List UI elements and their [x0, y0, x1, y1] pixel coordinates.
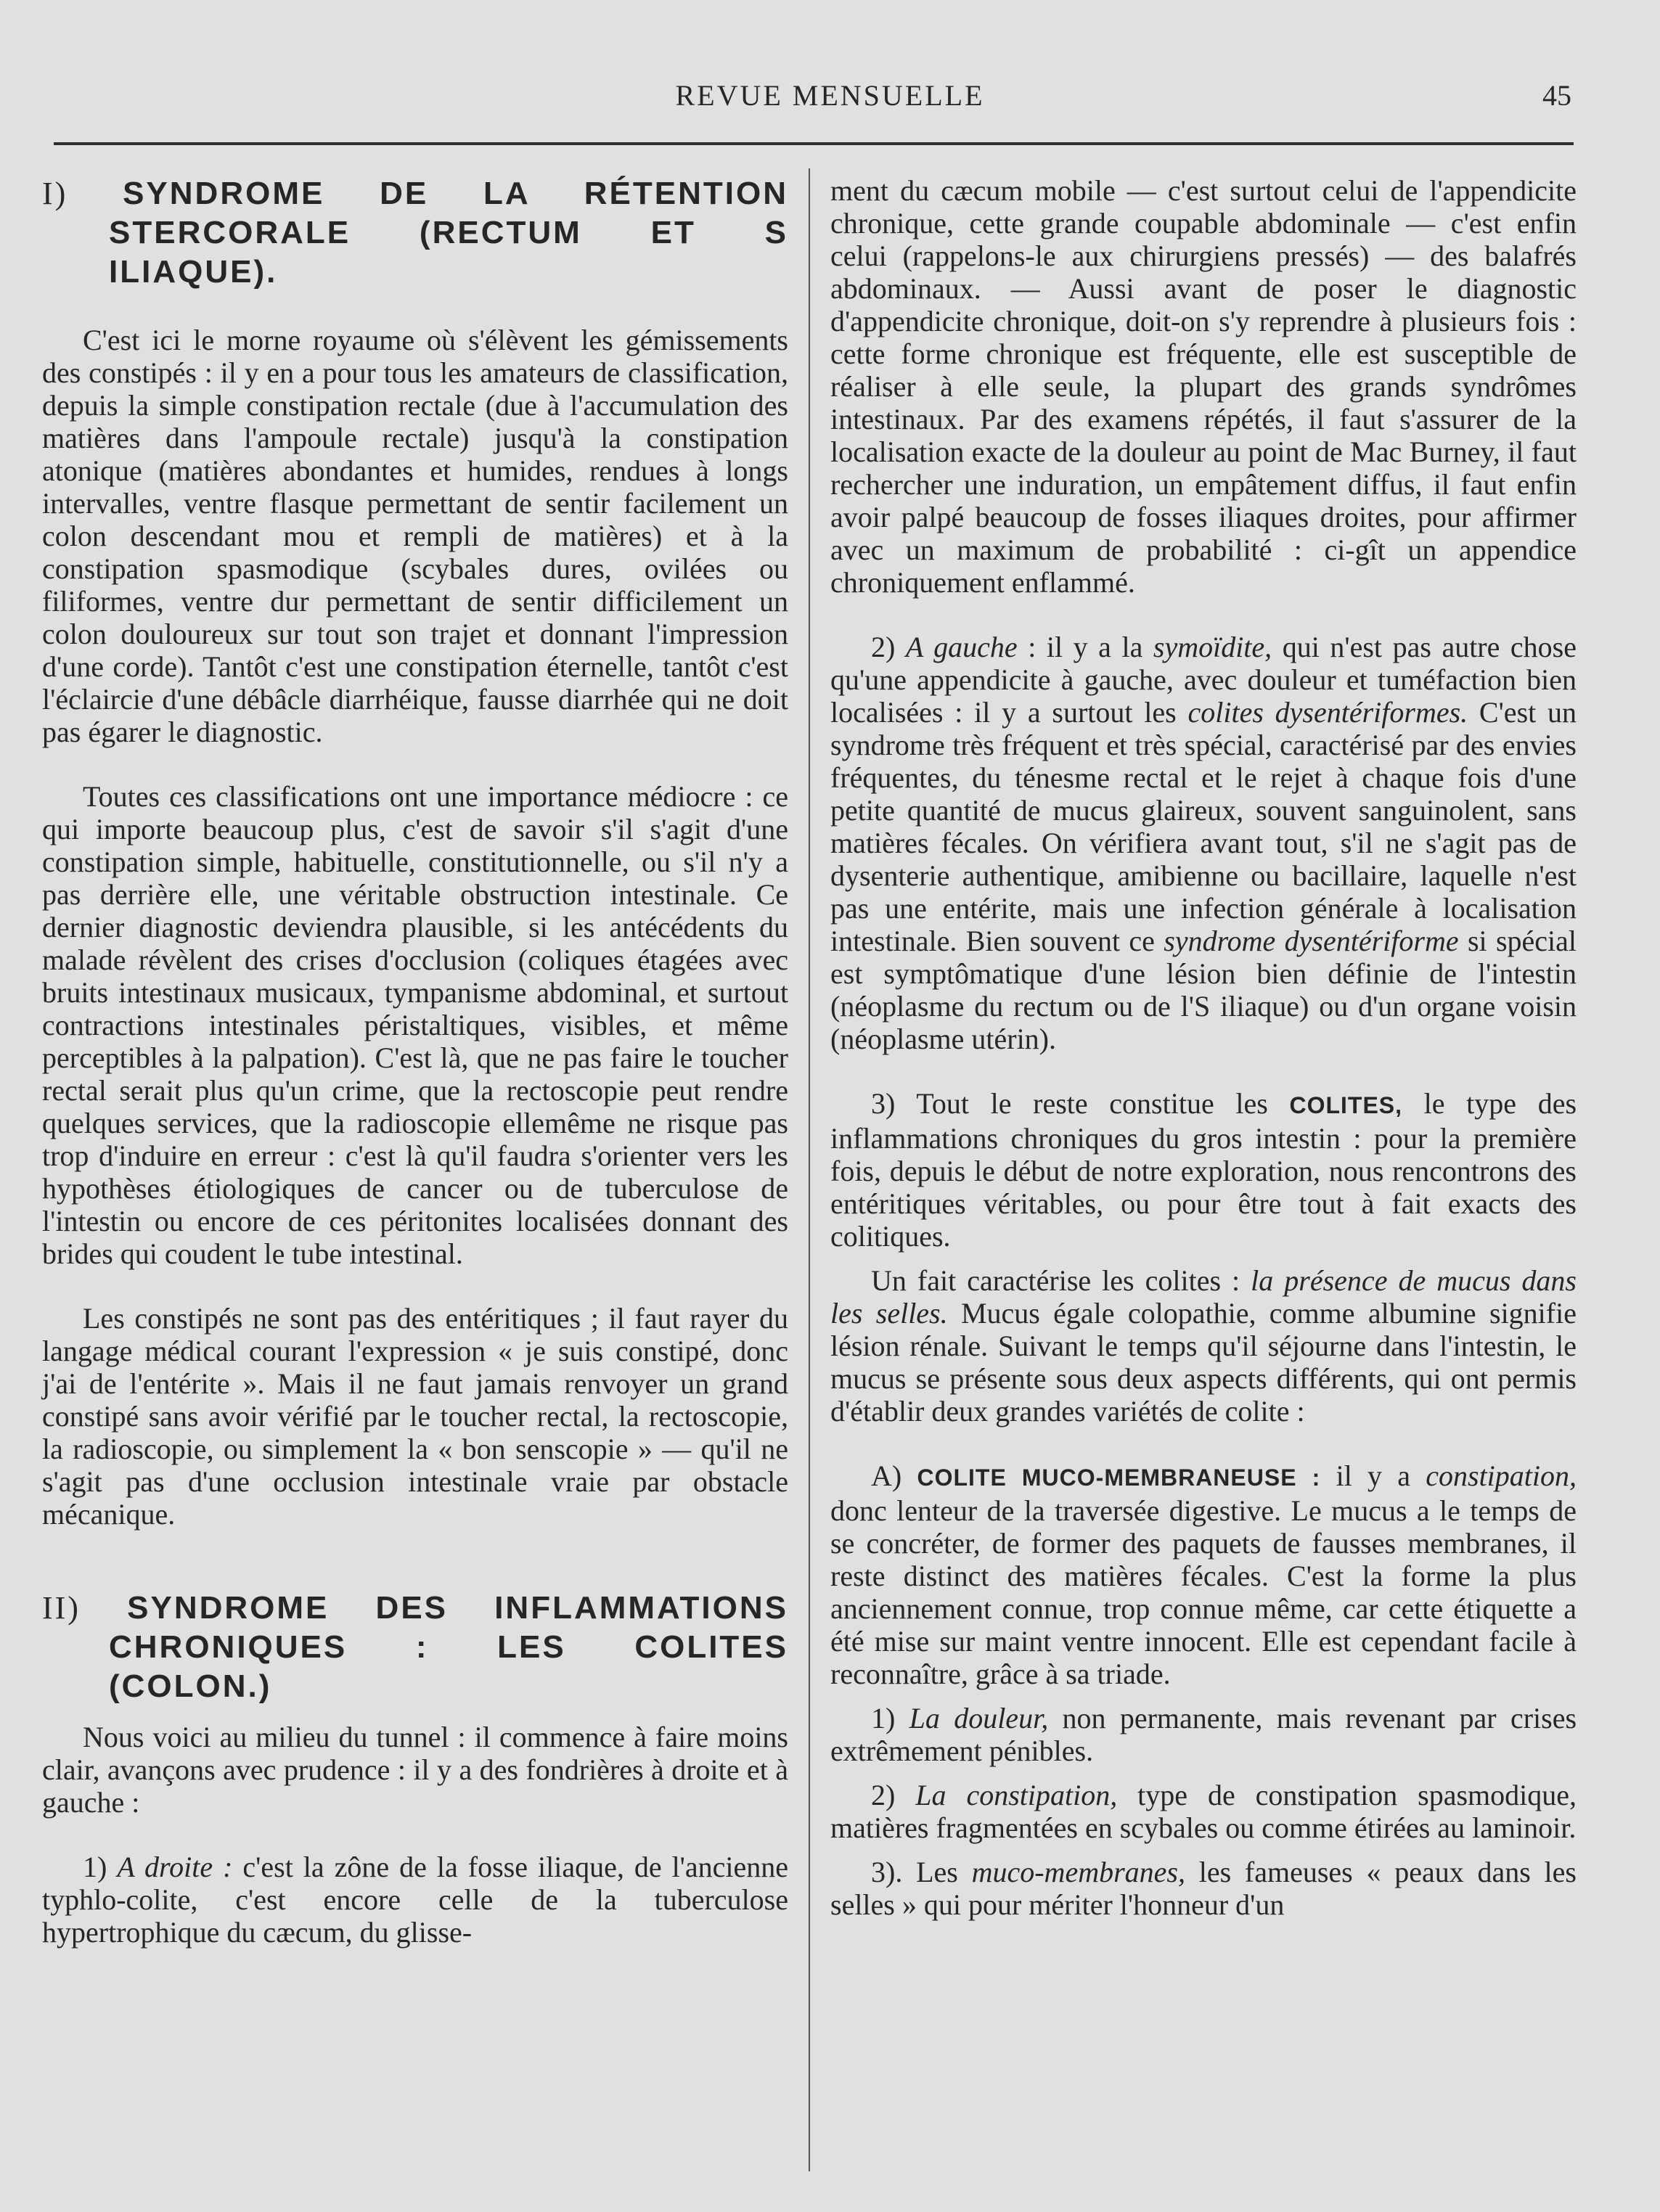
- text-emphasis: constipation,: [1426, 1459, 1577, 1492]
- section-title: SYNDROME DES INFLAMMATIONS CHRONIQUES : LES COLITES (COLON.): [109, 1590, 788, 1704]
- item-number: 2): [871, 1779, 896, 1811]
- caps-term: COLITES,: [1289, 1092, 1403, 1118]
- item-number: 3).: [871, 1856, 903, 1888]
- paragraph: [42, 1851, 788, 1949]
- text-run: qui n'est pas autre chose qu'une appendicite à gauche, avec douleur et tuméfaction bien localisées : il y a surtout les: [830, 631, 1577, 729]
- paragraph: C'est ici le morne royaume où s'élèvent les gémissements des constipés : il y en a pour tous les amateurs de classification, depuis la simple constipation rectale (due à l'accumulation des matières dans l'ampoule rectale) jusqu'à la constipation atonique (matières abondantes et humides, rendues à longs intervalles, ventre flasque permettant de sentir facilement un colon descendant mou et rempli de matières) et à la constipation spasmodique (scybales dures, ovilées ou filiformes, ventre dur permettant de sentir difficilement un colon douloureux sur tout son trajet et donnant l'impression d'une corde). Tantôt c'est une constipation éternelle, tantôt c'est l'éclaircie d'une débâcle diarrhéique, fausse diarrhée qui ne doit pas égarer le diagnostic.: [42, 324, 788, 748]
- section-number: II): [42, 1590, 81, 1626]
- text-emphasis: la présence de mucus dans les selles.: [830, 1264, 1577, 1330]
- text-emphasis: La douleur,: [909, 1702, 1049, 1734]
- text-run: C'est un syndrome très fréquent et très spécial, caractérisé par des envies fréquentes, du ténesme rectal et le rejet à chaque fois d'une petite quantité de mucus glaireux, souvent sanguinolent, sans matières fécales. On vérifiera avant tout, s'il ne s'agit pas de dysenterie authentique, amibienne ou bacillaire, laquelle n'est pas une entérite, mais une infection générale à localisation intestinale. Bien souvent ce: [830, 696, 1577, 957]
- section-heading-1: [42, 174, 788, 292]
- text-run: Mucus égale colopathie, comme albumine signifie lésion rénale. Suivant le temps qu'il séjourne dans l'intestin, le mucus se présente sous deux aspects différents, qui ont permis d'établir deux grandes variétés de colite :: [830, 1297, 1577, 1427]
- right-column: [830, 174, 1577, 1921]
- text-run: : il y a la: [1028, 631, 1143, 663]
- text-run: non permanente, mais revenant par crises extrêmement pénibles.: [830, 1702, 1577, 1767]
- paragraph: [830, 1459, 1577, 1690]
- text-run: donc lenteur de la traversée digestive. Le mucus a le temps de se concréter, de former des paquets de fausses membranes, il reste distinct des matières fécales. C'est la forme la plus anciennement connue, trop connue même, car cette étiquette a été mise sur maint ventre innocent. Elle est cependant facile à reconnaître, grâce à sa triade.: [830, 1494, 1577, 1690]
- text-emphasis: La constipation,: [915, 1779, 1118, 1811]
- text-run: Un fait caractérise les colites :: [871, 1264, 1240, 1297]
- section-title: SYNDROME DE LA RÉTENTION STERCORALE (RECTUM ET S ILIAQUE).: [109, 176, 788, 290]
- left-column: [42, 174, 788, 1949]
- paragraph: [830, 1702, 1577, 1767]
- header-rule: [54, 142, 1574, 145]
- item-number: 1): [871, 1702, 896, 1734]
- item-number: 2): [871, 631, 896, 663]
- text-emphasis: muco-membranes,: [971, 1856, 1185, 1888]
- text-run: 3) Tout le reste constitue les: [871, 1087, 1268, 1120]
- text-run: le type des inflammations chroniques du gros intestin : pour la première fois, depuis le début de notre exploration, nous rencontrons des entéritiques véritables, ou pour être tout à fait exacts des colitiques.: [830, 1087, 1577, 1253]
- paragraph: Toutes ces classifications ont une importance médiocre : ce qui importe beaucoup plus, c'est de savoir s'il s'agit d'une constipation simple, habituelle, constitutionnelle, ou s'il n'y a pas derrière elle, une véritable obstruction intestinale. Ce dernier diagnostic deviendra plausible, si les antécédents du malade révèlent des crises d'occlusion (coliques étagées avec bruits intestinaux musicaux, tympanisme abdominal, et surtout contractions intestinales péristaltiques, visibles, et même perceptibles à la palpation). C'est là, que ne pas faire le toucher rectal serait plus qu'un crime, que la rectoscopie peut rendre quelques services, que la radioscopie ellemême ne risque pas trop d'induire en erreur : c'est là qu'il faudra s'orienter vers les hypothèses étiologiques de cancer ou de tuberculose de l'intestin ou encore de ces péritonites localisées donnant des brides qui coudent le tube intestinal.: [42, 780, 788, 1270]
- item-number: A): [871, 1459, 902, 1492]
- paragraph: [830, 1856, 1577, 1921]
- text-emphasis: symoïdite,: [1153, 631, 1272, 663]
- text-emphasis: colites dysentériformes.: [1187, 696, 1468, 729]
- text-run: les fameuses « peaux dans les selles » qui pour mériter l'honneur d'un: [830, 1856, 1577, 1921]
- section-number: I): [42, 176, 68, 211]
- text-run: si spécial est symptômatique d'une lésion bien définie de l'intestin (néoplasme du rectum ou de l'S iliaque) ou d'un organe voisin (néoplasme utérin).: [830, 925, 1577, 1055]
- section-heading-2: [42, 1589, 788, 1706]
- item-emphasis: A gauche: [905, 631, 1018, 663]
- text-emphasis: syndrome dysentériforme: [1164, 925, 1459, 957]
- paragraph: [830, 1087, 1577, 1253]
- paragraph: Les constipés ne sont pas des entéritiques ; il faut rayer du langage médical courant l'expression « je suis constipé, donc j'ai de l'entérite ». Mais il ne faut jamais renvoyer un grand constipé sans avoir vérifié par le toucher rectal, la rectoscopie, la radioscopie, ou simplement la « bon senscopie » — qu'il ne s'agit pas d'une occlusion intestinale vraie par obstacle mécanique.: [42, 1302, 788, 1531]
- paragraph: ment du cæcum mobile — c'est surtout celui de l'appendicite chronique, cette grande coupable abdominale — c'est enfin celui (rappelons-le aux chirurgiens pressés) — des balafrés abdominaux. — Aussi avant de poser le diagnostic d'appendicite chronique, doit-on s'y reprendre à plusieurs fois : cette forme chronique est fréquente, elle est susceptible de réaliser à elle seule, la plupart des grands syndrômes intestinaux. Par des examens répétés, il faut s'assurer de la localisation exacte de la douleur au point de Mac Burney, il faut rechercher une induration, un empâtement diffus, il faut enfin avoir palpé beaucoup de fosses iliaques droites, pour affirmer avec un maximum de probabilité : ci-gît un appendice chroniquement enflammé.: [830, 174, 1577, 599]
- paragraph: [830, 631, 1577, 1055]
- column-divider: [809, 168, 810, 2171]
- paragraph: [830, 1779, 1577, 1844]
- item-number: 1): [83, 1851, 107, 1883]
- text-run: type de constipation spasmodique, matières fragmentées en scybales ou comme étirées au laminoir.: [830, 1779, 1577, 1844]
- item-text: c'est la zône de la fosse iliaque, de l'ancienne typhlo-colite, c'est encore celle de la tuberculose hypertrophique du cæcum, du glisse-: [42, 1851, 789, 1949]
- running-title: REVUE MENSUELLE: [675, 79, 985, 112]
- caps-term: COLITE MUCO-MEMBRANEUSE :: [917, 1465, 1321, 1491]
- page-number: 45: [1542, 79, 1571, 112]
- item-emphasis: A droite :: [117, 1851, 233, 1883]
- paragraph: Nous voici au milieu du tunnel : il commence à faire moins clair, avançons avec prudence : il y a des fondrières à droite et à gauche :: [42, 1721, 788, 1819]
- text-run: il y a: [1336, 1459, 1411, 1492]
- paragraph: [830, 1264, 1577, 1427]
- text-run: Les: [916, 1856, 958, 1888]
